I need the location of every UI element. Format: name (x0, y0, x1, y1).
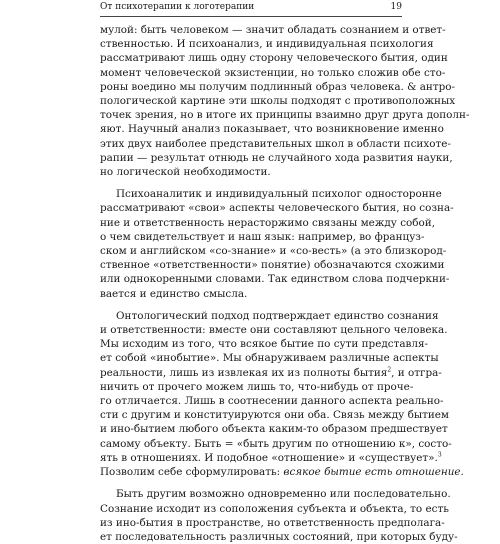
text-line: мулой: быть человеком — значит обладать сознанием и ответ- (100, 24, 446, 36)
paragraph-gap (100, 479, 402, 487)
text-line: Психоаналитик и индивидуальный психолог односторонне (116, 188, 442, 201)
text-line: этих двух наиболее представительных школ в области психоте- (100, 137, 451, 150)
page-number: 19 (390, 2, 402, 12)
text-line: ском и английском «со-знание» и «со-весть» (а это близкород- (100, 245, 447, 258)
running-title: От психотерапии к логотерапии (100, 2, 255, 12)
paragraph (100, 187, 454, 301)
text-line: ственное «ответственности» понятие) обозначаются схожими (100, 259, 445, 272)
text-line: из ино-бытия в пространстве, но ответственность предполага- (100, 516, 445, 529)
text-line: ет собой «инобытие». Мы обнаруживаем различные аспекты (100, 352, 439, 365)
text-line: Сознание исходит из соположения субъекта и объекта, то есть (100, 502, 449, 515)
text-line: реальности, лишь из извлекая их из полноты бытия$^2$, и отгра- (100, 366, 442, 379)
text-line: или однокоренными словами. Так единством слова подчеркни- (100, 273, 450, 286)
paragraph (100, 23, 470, 179)
footnote-marker[interactable]: 3 (437, 451, 442, 459)
text-line: роны воедино мы получим подлинный образ человека. & антро- (100, 80, 455, 93)
text-line: Онтологический подход подтверждает единство сознания (116, 309, 439, 322)
text-line: рапии — результат отнюдь не случайного хода развития науки, (100, 151, 453, 164)
text-line: сти с другим и конституируются они оба. Связь между бытием (100, 409, 449, 422)
text-line: яют. Научный анализ показывает, что возникновение именно (100, 123, 444, 136)
text-line: ять в отношениях. И подобное «отношение» и «существует».$^3$ (100, 451, 442, 464)
text-line: Мы исходим из того, что всякое бытие по сути представля- (100, 338, 429, 351)
text-line: ничить от прочего можем лишь то, что-нибудь от проче- (100, 380, 414, 393)
emphasis: всякое бытие есть отношение. (283, 466, 464, 479)
paragraph-gap (100, 179, 402, 187)
footnote-marker[interactable]: 2 (387, 366, 392, 374)
text-line: Быть другим возможно одновременно или последовательно. (116, 488, 451, 501)
text-line: го отличается. Лишь в соотнесении данного аспекта реально- (100, 395, 444, 408)
text-line: и ино-бытием любого объекта каким-то образом предшествует (100, 423, 448, 436)
paragraph-gap (100, 301, 402, 309)
text-line: самому объекту. Быть = «быть другим по отношению к», состо- (100, 437, 452, 450)
text-line: и ответственности: вместе они составляют цельного человека. (100, 324, 448, 337)
text-line: ет последовательность различных состояний, при которых буду- (100, 530, 458, 543)
text-line: но логической необходимости. (100, 166, 271, 179)
text-line: о чем свидетельствует и наш язык: например, во француз- (100, 230, 425, 243)
body-text (100, 23, 470, 544)
text-line: рассматривают «свои» аспекты человеческого бытия, но созна- (100, 202, 454, 215)
text-line: пологической картине эти школы подходят с противоположных (100, 95, 456, 108)
text-line: момент человеческой экзистенции, но только сложив обе сто- (100, 66, 446, 79)
running-header (100, 0, 402, 17)
text-line: точек зрения, но в итоге их принципы взаимно друг друга дополн- (100, 109, 470, 122)
paragraph (100, 309, 464, 479)
text-line: Позволим себе сформулировать: всякое бытие есть отношение. (100, 466, 464, 479)
text-line: рассматривают лишь одну сторону человеческого бытия, один (100, 52, 448, 65)
text-line: вается и единство смысла. (100, 287, 248, 300)
paragraph (100, 487, 458, 544)
text-line: ственностью. И психоанализ, и индивидуальная психология (100, 38, 434, 51)
text-line: ние и ответственность нерасторжимо связаны между собой, (100, 216, 436, 229)
